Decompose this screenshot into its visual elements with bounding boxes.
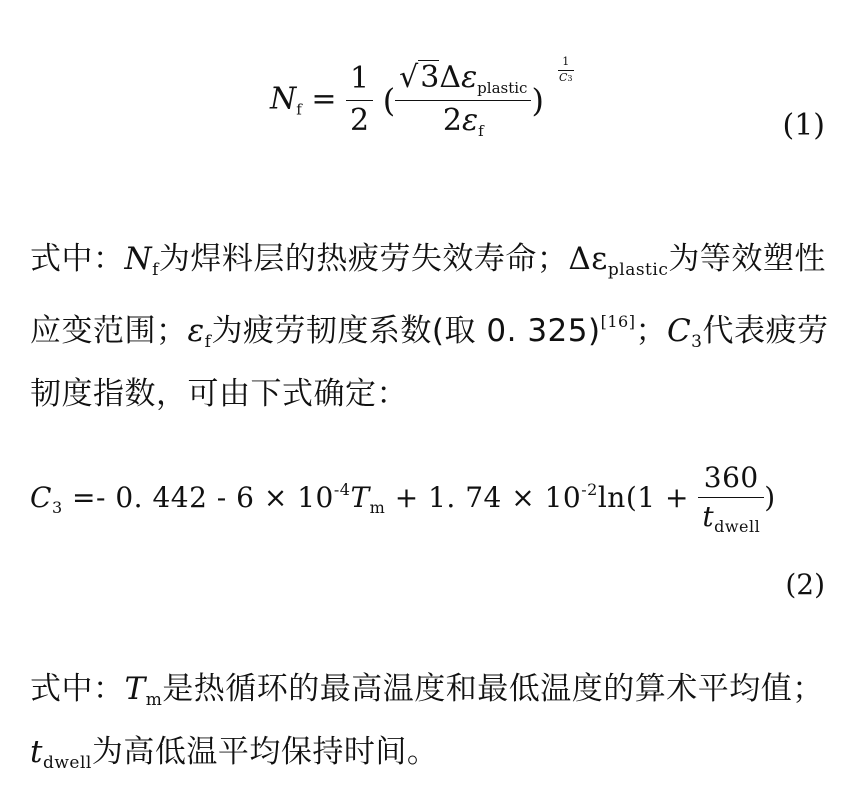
para2-text2: 为高低温平均保持时间。 [91, 734, 439, 770]
para1-text5: 代表疲劳韧度指数，可由下式确定： [30, 313, 829, 412]
para1-plastic-subscript: plastic [607, 260, 669, 280]
sqrt-argument: 3 [420, 60, 440, 95]
eq2-exponent1: -4 [333, 479, 351, 499]
close-paren: ) [531, 81, 544, 120]
para1-eps-f-subscript: f [204, 332, 212, 352]
tm-symbol: T [350, 480, 370, 514]
equals-sign: = [311, 81, 337, 117]
para1-nf-symbol: N [124, 241, 153, 277]
dwell-denominator [698, 498, 764, 536]
para2-tdwell-subscript: dwell [42, 753, 92, 773]
dwell-t-symbol: t [702, 500, 715, 534]
half-fraction [346, 62, 373, 138]
eq2-part3: ln(1 + [597, 480, 699, 514]
para1-eps-f-symbol: ε [187, 313, 205, 349]
half-numerator: 1 [346, 62, 373, 101]
paragraph-2 [30, 663, 835, 789]
equation-2 [30, 462, 776, 537]
para2-tm-symbol: T [124, 671, 146, 707]
delta-symbol: Δ [439, 60, 462, 95]
para1-delta-eps: Δε [568, 241, 608, 277]
para2-tm-subscript: m [145, 690, 163, 710]
exponent-c-subscript: 3 [567, 73, 573, 83]
open-paren: ( [382, 81, 396, 120]
eq2-part2: + 1. 74 × 10 [385, 480, 582, 514]
epsilon-symbol: ε [461, 60, 478, 95]
tm-subscript: m [369, 497, 386, 517]
eq2-part4: ) [764, 480, 776, 514]
paragraph-1 [30, 233, 835, 420]
para1-text4: ； [635, 313, 667, 349]
strain-fraction [395, 60, 531, 141]
c3-symbol: C [30, 480, 52, 514]
nf-symbol: N [270, 81, 297, 117]
denominator-epsilon: ε [462, 103, 479, 139]
exponent-numerator: 1 [558, 56, 574, 71]
denominator-coefficient: 2 [442, 103, 463, 139]
para1-citation: [16] [600, 312, 636, 331]
nf-subscript: f [296, 100, 302, 119]
para2-lead: 式中： [30, 671, 125, 707]
para1-text3: 为疲劳韧度系数(取 0. 325) [211, 313, 601, 349]
equation-1-number: (1) [782, 108, 825, 143]
dwell-fraction [698, 462, 764, 537]
exponent-denominator [558, 71, 574, 85]
exponent [558, 56, 574, 84]
exponent-fraction [558, 56, 574, 84]
equation-2-number: (2) [785, 568, 825, 601]
para1-c3-symbol: C [666, 313, 692, 349]
para1-text1: 为焊料层的热疲劳失效寿命； [158, 241, 569, 277]
eq2-part1: =- 0. 442 - 6 × 10 [62, 480, 334, 514]
para1-lead: 式中： [30, 241, 125, 277]
half-denominator: 2 [350, 102, 370, 138]
para1-text2: 为等效塑性应变范围； [30, 241, 826, 349]
para1-c3-subscript: 3 [691, 332, 703, 352]
para2-tdwell-symbol: t [30, 734, 43, 770]
strain-numerator: $√3\Delta\varepsilon_{plastic}$ [395, 60, 531, 101]
exponent-c-symbol: C [559, 70, 568, 84]
para1-nf-subscript: f [152, 260, 159, 280]
eq2-exponent2: -2 [581, 479, 598, 499]
dwell-subscript: dwell [714, 517, 761, 537]
strain-denominator [395, 101, 531, 140]
equation-1 [270, 55, 573, 141]
para2-text1: 是热循环的最高温度和最低温度的算术平均值； [162, 671, 824, 707]
c3-subscript: 3 [51, 497, 63, 517]
dwell-numerator: 360 [698, 462, 764, 498]
denominator-subscript: f [478, 122, 484, 141]
plastic-subscript: plastic [477, 79, 528, 97]
